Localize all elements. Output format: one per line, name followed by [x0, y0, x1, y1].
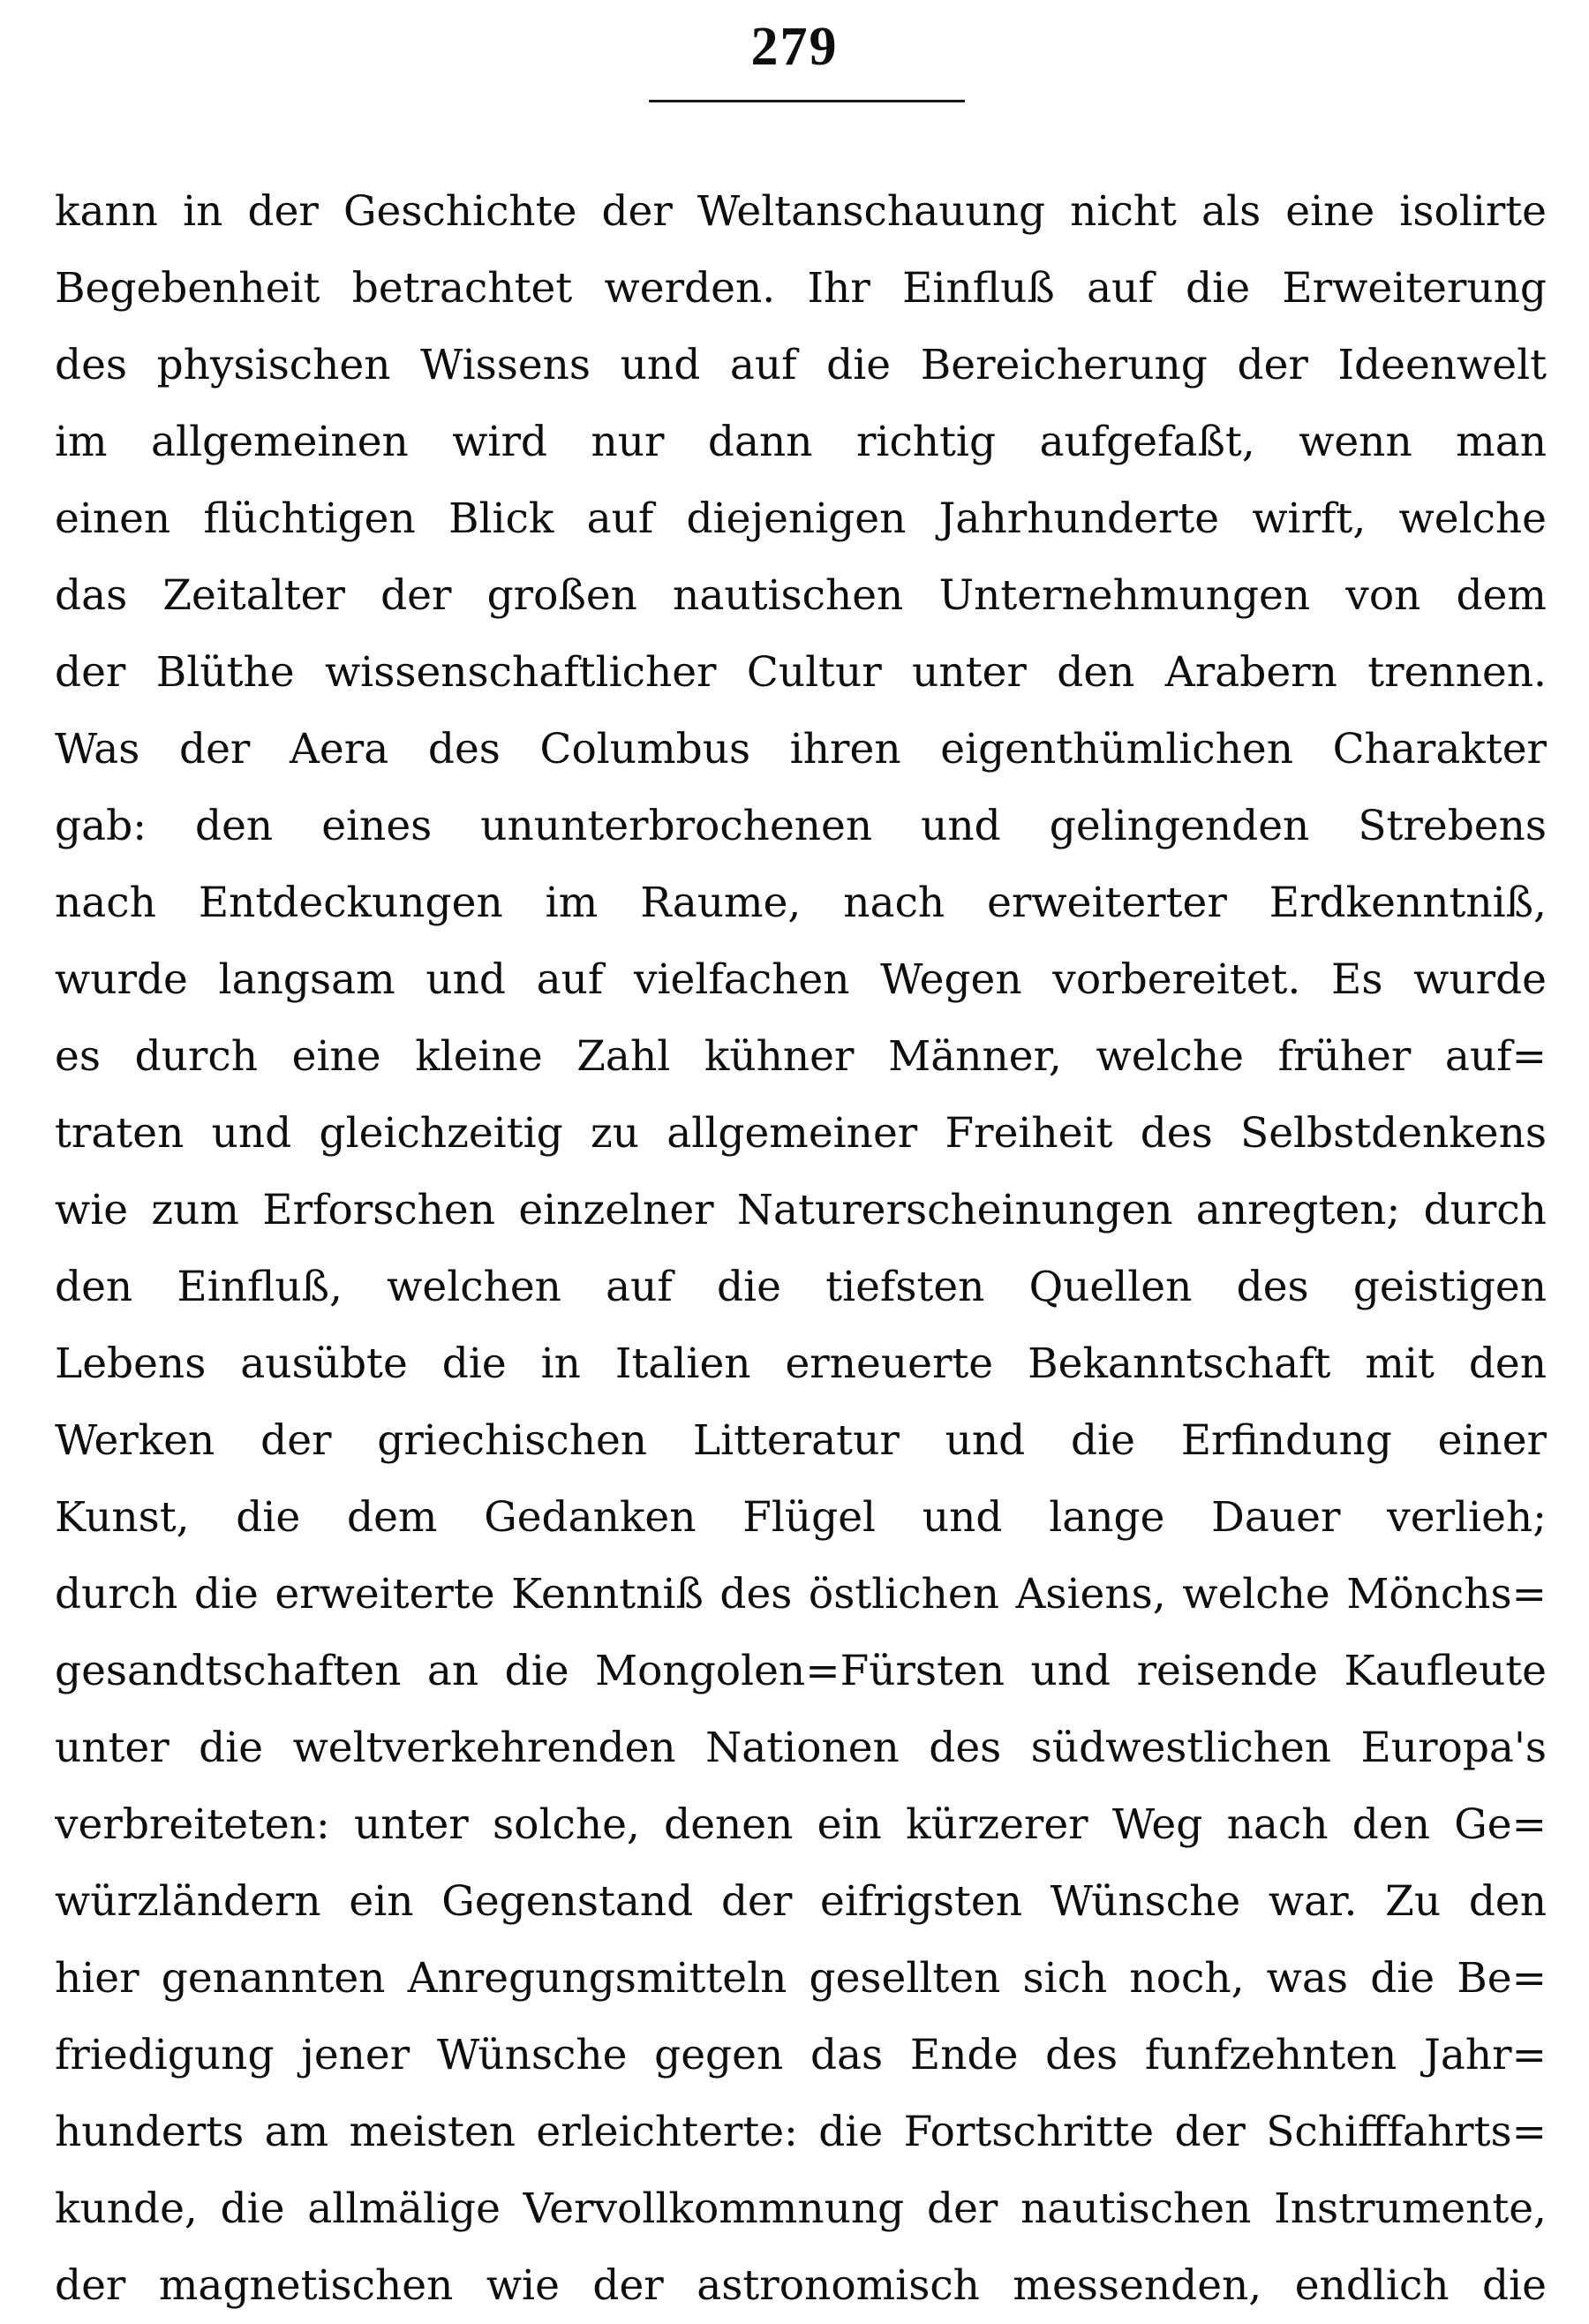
text-line: traten und gleichzeitig zu allgemeiner Freiheit des Selbstdenkens [55, 1109, 1547, 1158]
text-line: hunderts am meisten erleichterte: die Fortschritte der Schifffahrts= [55, 2108, 1547, 2156]
text-line: nach Entdeckungen im Raume, nach erweiterter Erdkenntniß, [55, 879, 1547, 927]
text-line: das Zeitalter der großen nautischen Unternehmungen von dem [55, 571, 1547, 620]
text-line: einen flüchtigen Blick auf diejenigen Jahrhunderte wirft, welche [55, 494, 1547, 543]
text-line: hier genannten Anregungsmitteln gesellten sich noch, was die Be= [55, 1954, 1547, 2003]
text-line: im allgemeinen wird nur dann richtig aufgefaßt, wenn man [55, 418, 1547, 466]
text-line: gesandtschaften an die Mongolen=Fürsten und reisende Kaufleute [55, 1647, 1547, 1695]
text-line: verbreiteten: unter solche, denen ein kürzerer Weg nach den Ge= [55, 1800, 1547, 1849]
text-line: kann in der Geschichte der Weltanschauung nicht als eine isolirte [55, 187, 1547, 236]
text-line: würzländern ein Gegenstand der eifrigsten Wünsche war. Zu den [55, 1877, 1547, 1926]
text-line: friedigung jener Wünsche gegen das Ende des funfzehnten Jahr= [55, 2031, 1547, 2079]
text-line: des physischen Wissens und auf die Bereicherung der Ideenwelt [55, 341, 1547, 389]
text-line: gab: den eines ununterbrochenen und gelingenden Strebens [55, 802, 1547, 850]
text-line: der magnetischen wie der astronomisch messenden, endlich die [55, 2261, 1547, 2310]
text-line: Werken der griechischen Litteratur und die Erfindung einer [55, 1416, 1547, 1465]
text-line: es durch eine kleine Zahl kühner Männer, welche früher auf= [55, 1032, 1547, 1081]
text-line: den Einfluß, welchen auf die tiefsten Quellen des geistigen [55, 1263, 1547, 1311]
text-line: Begebenheit betrachtet werden. Ihr Einfluß auf die Erweiterung [55, 264, 1547, 313]
text-line: Lebens ausübte die in Italien erneuerte Bekanntschaft mit den [55, 1339, 1547, 1388]
body-text [55, 173, 1547, 2324]
text-line: unter die weltverkehrenden Nationen des südwestlichen Europa's [55, 1724, 1547, 1772]
text-line: der Blüthe wissenschaftlicher Cultur unter den Arabern trennen. [55, 648, 1547, 697]
text-line: kunde, die allmälige Vervollkommnung der nautischen Instrumente, [55, 2184, 1547, 2233]
text-line: wie zum Erforschen einzelner Naturerscheinungen anregten; durch [55, 1186, 1547, 1234]
text-line: Was der Aera des Columbus ihren eigenthümlichen Charakter [55, 725, 1547, 773]
header-rule [649, 100, 965, 102]
text-line: Kunst, die dem Gedanken Flügel und lange Dauer verlieh; [55, 1493, 1547, 1542]
text-line: wurde langsam und auf vielfachen Wegen vorbereitet. Es wurde [55, 955, 1547, 1004]
text-line: durch die erweiterte Kenntniß des östlichen Asiens, welche Mönchs= [55, 1570, 1547, 1618]
page-number: 279 [750, 17, 839, 77]
